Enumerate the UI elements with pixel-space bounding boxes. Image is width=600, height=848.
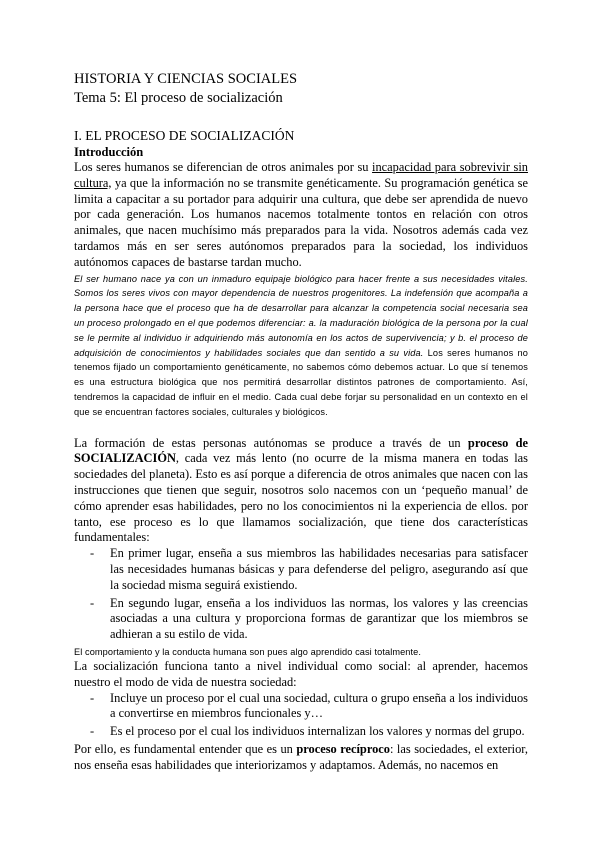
spacer (74, 420, 528, 436)
formation-paragraph (74, 436, 528, 547)
section-title: I. EL PROCESO DE SOCIALIZACIÓN (74, 128, 295, 143)
intro-note-plain: Los seres humanos no tenemos fijado un comportamiento genéticamente, no sabemos cómo debemos actuar. Lo que sí tenemos es una estructura biológica que nos permitirá desarrollar distintos patrones de comportamiento. Así, tendremos la capacidad de influir en el medio. Cada cual debe forjar su personalidad en un contexto en el que se encuentran factores sociales, culturales y biológicos. (74, 347, 529, 417)
formation-text-end: , cada vez más lento (no ocurre de la misma manera en todas las sociedades del planeta). Esto es así porque a diferencia de otros animales que nacen con las instrucciones que tienen que seguir, nosotros solo nacemos con un ‘pequeño manual’ de cómo aprender esas habilidades, pero no los conocimientos ni la experiencia de ellos. por tanto, ese proceso es lo que llamamos socialización, que tiene dos características fundamentales: (74, 451, 528, 545)
list-item (90, 724, 528, 740)
formation-bold-text: proceso de SOCIALIZACIÓN (74, 435, 529, 466)
bullet-mark: - (90, 724, 95, 739)
course-title: HISTORIA Y CIENCIAS SOCIALES (74, 71, 298, 87)
reciprocal-paragraph (74, 742, 528, 774)
intro-text-start: Los seres humanos se diferencian de otros animales por su (74, 160, 373, 174)
bullet-mark: - (90, 595, 95, 610)
bullet-mark: - (90, 690, 95, 705)
intro-underlined-text: incapacidad para sobrevivir sin cultura, (74, 160, 528, 190)
intro-note-italic: El ser humano nace ya con un inmaduro equipaje biológico para hacer frente a sus necesidades vitales. Somos los seres vivos con mayor dependencia de nuestros progenitores. La indefensión que acompaña a la persona hace que el proceso que ha de desarrollar para alcanzar la competencia social necesaria sea un proceso prolongado en el que podemos diferenciar: a. la maduración biológica de la persona por la cual se le permite al individuo ir adquiriendo más autonomía en los actos de supervivencia; y b. el proceso de adquisición de conocimientos y habilidades sociales que dan sentido a su vida. (74, 273, 528, 358)
behavior-note: El comportamiento y la conducta humana son pues algo aprendido casi totalmente. (74, 646, 422, 657)
reciprocal-text-start: Por ello, es fundamental entender que es un (74, 741, 297, 756)
intro-text-end: ya que la información no se transmite genéticamente. Su programación genética se limita a capacitar a su portador para adquirir una cultura, que debe ser aprendida de nuevo por cada generación. Los humanos nacemos totalmente tontos en relación con otros animales, que nacen muchísimo más preparados para la vida. Nosotros además cada vez tardamos más en ser seres autónomos preparados para la sociedad, los individuos autónomos capaces de bastarse tardan mucho. (74, 175, 528, 269)
list-item (90, 690, 528, 723)
bullet-mark: - (90, 546, 95, 561)
section-subtitle: Introducción (74, 145, 144, 159)
formation-text-start: La formación de estas personas autónomas se produce a través de un (74, 435, 468, 450)
reciprocal-bold-text: proceso recíproco (296, 741, 390, 756)
list-item (90, 595, 528, 643)
intro-note (74, 272, 528, 420)
document-page (74, 70, 528, 773)
characteristics-list (74, 546, 528, 643)
reciprocal-text-end: : las sociedades, el exterior, nos enseña esas habilidades que interiorizamos y adaptamos. Además, no nacemos en (74, 741, 529, 772)
levels-list (74, 691, 528, 740)
intro-paragraph (74, 160, 528, 271)
list-item-text: Incluye un proceso por el cual una sociedad, cultura o grupo enseña a los individuos a convertirse en miembros funcionales y… (110, 690, 528, 721)
levels-paragraph: La socialización funciona tanto a nivel individual como social: al aprender, hacemos nuestro el modo de vida de nuestra sociedad: (74, 658, 528, 689)
topic-title: Tema 5: El proceso de socialización (74, 90, 283, 106)
list-item-text: En segundo lugar, enseña a los individuos las normas, los valores y las creencias asociadas a una cultura y proporciona formas de garantizar que los miembros se adhieran a su estilo de vida. (110, 595, 528, 642)
list-item (90, 546, 528, 593)
list-item-text: En primer lugar, enseña a sus miembros las habilidades necesarias para satisfacer las necesidades humanas básicas y para defenderse del peligro, asegurando así que la sociedad misma seguirá existiendo. (110, 546, 528, 592)
list-item-text: Es el proceso por el cual los individuos internalizan los valores y normas del grupo. (110, 724, 525, 739)
